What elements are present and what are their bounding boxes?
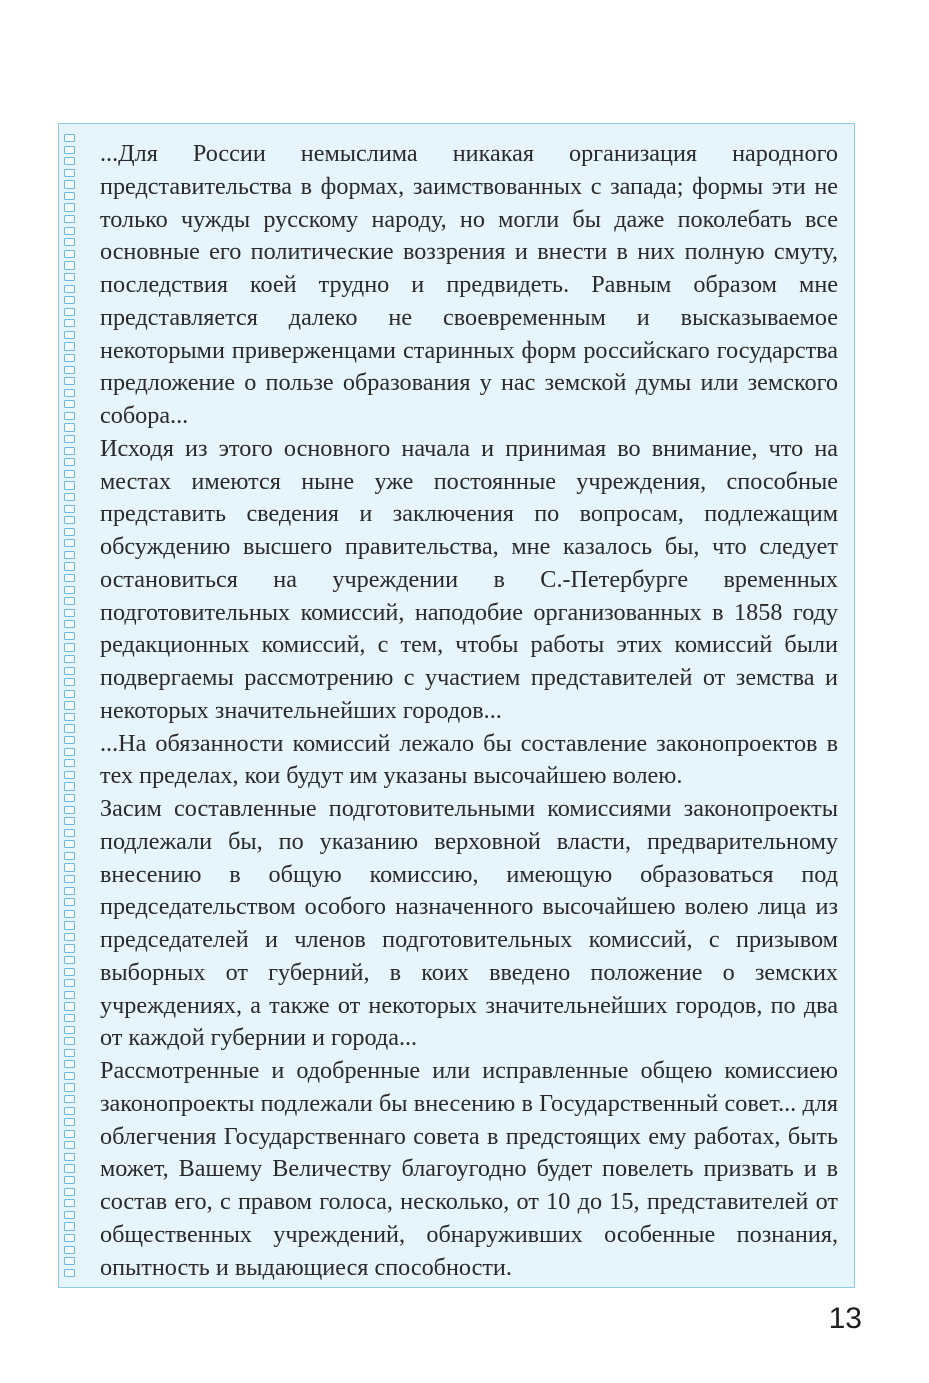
spiral-ring-icon xyxy=(64,250,75,258)
spiral-ring-icon xyxy=(64,493,75,501)
spiral-ring-icon xyxy=(64,215,75,223)
spiral-ring-icon xyxy=(64,1188,75,1196)
document-paragraph: Засим составленные подготовительными комиссиями законопроекты подлежали бы, по указанию верховной власти, предварительному внесению в общую комиссию, имеющую образоваться под председательством особого назначенного высочайшею волею лица из председателей и членов подготовительных комиссий, с призывом выборных от губерний, в коих введено положение о земских учреждениях, а также от некоторых значительнейших городов, по два от каждой губернии и города... xyxy=(100,795,838,1052)
spiral-ring-icon xyxy=(64,586,75,594)
spiral-ring-icon xyxy=(64,1060,75,1068)
spiral-ring-icon xyxy=(64,597,75,605)
spiral-ring-icon xyxy=(64,655,75,663)
spiral-ring-icon xyxy=(64,632,75,640)
spiral-ring-icon xyxy=(64,435,75,443)
spiral-ring-icon xyxy=(64,1257,75,1265)
spiral-ring-icon xyxy=(64,782,75,790)
spiral-ring-icon xyxy=(64,354,75,362)
document-paragraph: ...На обязанности комиссий лежало бы составление законопроектов в тех пределах, кои будут им указаны высочайшею волею. xyxy=(100,729,838,790)
spiral-ring-icon xyxy=(64,829,75,837)
spiral-ring-icon xyxy=(64,562,75,570)
spiral-ring-icon xyxy=(64,192,75,200)
spiral-ring-icon xyxy=(64,701,75,709)
spiral-ring-icon xyxy=(64,748,75,756)
spiral-ring-icon xyxy=(64,285,75,293)
spiral-ring-icon xyxy=(64,1095,75,1103)
spiral-ring-icon xyxy=(64,968,75,976)
document-text xyxy=(100,138,838,1284)
spiral-ring-icon xyxy=(64,979,75,987)
spiral-ring-icon xyxy=(64,342,75,350)
spiral-ring-icon xyxy=(64,296,75,304)
notebook-spiral-binding xyxy=(64,134,78,1279)
spiral-ring-icon xyxy=(64,458,75,466)
spiral-ring-icon xyxy=(64,1026,75,1034)
spiral-ring-icon xyxy=(64,887,75,895)
spiral-ring-icon xyxy=(64,1141,75,1149)
spiral-ring-icon xyxy=(64,551,75,559)
spiral-ring-icon xyxy=(64,817,75,825)
spiral-ring-icon xyxy=(64,400,75,408)
spiral-ring-icon xyxy=(64,991,75,999)
document-paragraph: ...Для России немыслима никакая организация народного представительства в формах, заимствованных с запада; формы эти не только чужды русскому народу, но могли бы даже поколебать все основные его политические воззрения и внести в них полную смуту, последствия коей трудно и предвидеть. Равным образом мне представляется далеко не своевременным и высказываемое некоторыми приверженцами старинных форм российскаго государства предложение о пользе образования у нас земской думы или земского собора... xyxy=(100,140,838,429)
spiral-ring-icon xyxy=(64,261,75,269)
spiral-ring-icon xyxy=(64,956,75,964)
spiral-ring-icon xyxy=(64,412,75,420)
spiral-ring-icon xyxy=(64,771,75,779)
spiral-ring-icon xyxy=(64,505,75,513)
spiral-ring-icon xyxy=(64,690,75,698)
spiral-ring-icon xyxy=(64,238,75,246)
document-excerpt-panel xyxy=(58,123,855,1288)
spiral-ring-icon xyxy=(64,1118,75,1126)
spiral-ring-icon xyxy=(64,331,75,339)
spiral-ring-icon xyxy=(64,933,75,941)
page-number: 13 xyxy=(828,1302,862,1335)
spiral-ring-icon xyxy=(64,794,75,802)
spiral-ring-icon xyxy=(64,319,75,327)
spiral-ring-icon xyxy=(64,713,75,721)
spiral-ring-icon xyxy=(64,759,75,767)
spiral-ring-icon xyxy=(64,736,75,744)
document-paragraph: Рассмотренные и одобренные или исправленные общею комиссиею законопроекты подлежали бы внесению в Государственный совет... для облегчения Государственнаго совета в предстоящих ему работах, быть может, Вашему Величеству благоугодно будет повелеть призвать и в состав его, с правом голоса, несколько, от 10 до 15, представителей от общественных учреждений, обнаруживших особенные познания, опытность и выдающиеся способности. xyxy=(100,1057,838,1281)
spiral-ring-icon xyxy=(64,169,75,177)
spiral-ring-icon xyxy=(64,516,75,524)
spiral-ring-icon xyxy=(64,898,75,906)
spiral-ring-icon xyxy=(64,875,75,883)
spiral-ring-icon xyxy=(64,1246,75,1254)
spiral-ring-icon xyxy=(64,806,75,814)
spiral-ring-icon xyxy=(64,620,75,628)
spiral-ring-icon xyxy=(64,227,75,235)
spiral-ring-icon xyxy=(64,377,75,385)
spiral-ring-icon xyxy=(64,643,75,651)
spiral-ring-icon xyxy=(64,609,75,617)
spiral-ring-icon xyxy=(64,921,75,929)
spiral-ring-icon xyxy=(64,852,75,860)
spiral-ring-icon xyxy=(64,944,75,952)
spiral-ring-icon xyxy=(64,423,75,431)
spiral-ring-icon xyxy=(64,1176,75,1184)
spiral-ring-icon xyxy=(64,1199,75,1207)
spiral-ring-icon xyxy=(64,389,75,397)
spiral-ring-icon xyxy=(64,203,75,211)
spiral-ring-icon xyxy=(64,157,75,165)
spiral-ring-icon xyxy=(64,1211,75,1219)
spiral-ring-icon xyxy=(64,481,75,489)
spiral-ring-icon xyxy=(64,1153,75,1161)
spiral-ring-icon xyxy=(64,1164,75,1172)
spiral-ring-icon xyxy=(64,447,75,455)
spiral-ring-icon xyxy=(64,724,75,732)
spiral-ring-icon xyxy=(64,1002,75,1010)
spiral-ring-icon xyxy=(64,134,75,142)
spiral-ring-icon xyxy=(64,470,75,478)
spiral-ring-icon xyxy=(64,678,75,686)
spiral-ring-icon xyxy=(64,1107,75,1115)
spiral-ring-icon xyxy=(64,1234,75,1242)
document-paragraph: Исходя из этого основного начала и принимая во внимание, что на местах имеются ныне уже постоянные учреждения, способные представить сведения и заключения по вопросам, подлежащим обсуждению высшего правительства, мне казалось бы, что следует остановиться на учреждении в С.-Петербурге временных подготовительных комиссий, наподобие организованных в 1858 году редакционных комиссий, с тем, чтобы работы этих комиссий были подвергаемы рассмотрению с участием представителей от земства и некоторых значительнейших городов... xyxy=(100,434,838,724)
spiral-ring-icon xyxy=(64,273,75,281)
spiral-ring-icon xyxy=(64,1269,75,1277)
spiral-ring-icon xyxy=(64,366,75,374)
spiral-ring-icon xyxy=(64,910,75,918)
spiral-ring-icon xyxy=(64,667,75,675)
spiral-ring-icon xyxy=(64,840,75,848)
spiral-ring-icon xyxy=(64,1014,75,1022)
spiral-ring-icon xyxy=(64,1072,75,1080)
spiral-ring-icon xyxy=(64,1222,75,1230)
spiral-ring-icon xyxy=(64,539,75,547)
spiral-ring-icon xyxy=(64,1130,75,1138)
spiral-ring-icon xyxy=(64,574,75,582)
spiral-ring-icon xyxy=(64,308,75,316)
spiral-ring-icon xyxy=(64,1037,75,1045)
spiral-ring-icon xyxy=(64,1083,75,1091)
spiral-ring-icon xyxy=(64,1049,75,1057)
spiral-ring-icon xyxy=(64,863,75,871)
spiral-ring-icon xyxy=(64,146,75,154)
spiral-ring-icon xyxy=(64,180,75,188)
spiral-ring-icon xyxy=(64,528,75,536)
